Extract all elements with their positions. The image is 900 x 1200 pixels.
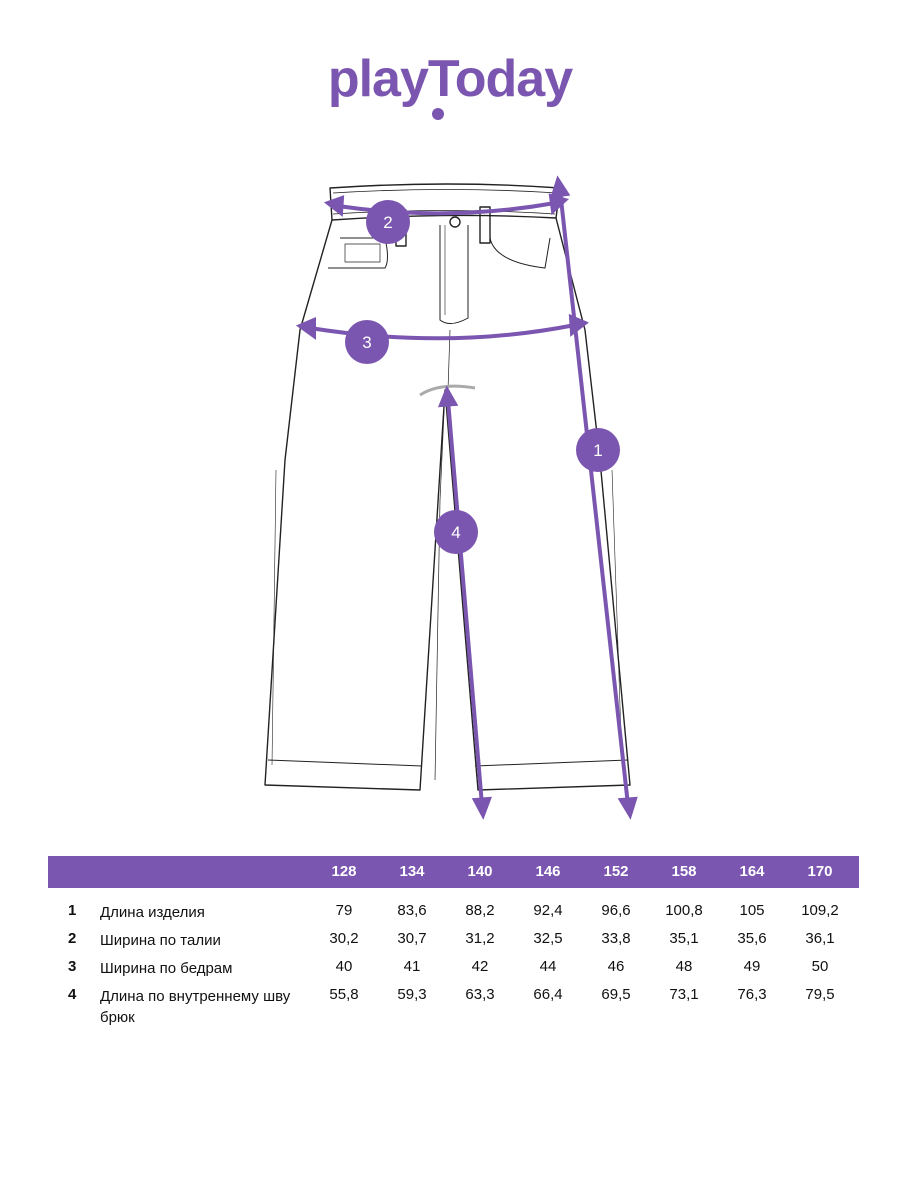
table-cell: 69,5	[601, 986, 631, 1003]
size-header: 170	[807, 863, 833, 880]
measure-line-1	[560, 190, 628, 805]
size-header: 152	[603, 863, 629, 880]
table-cell: 109,2	[801, 902, 839, 919]
row-label: Ширина по бедрам	[100, 960, 233, 977]
measure-badge-1	[576, 428, 620, 472]
table-cell: 30,7	[397, 930, 427, 947]
measure-badge-2	[366, 200, 410, 244]
size-header: 146	[535, 863, 561, 880]
table-cell: 55,8	[329, 986, 359, 1003]
table-cell: 41	[403, 958, 421, 975]
table-cell: 63,3	[465, 986, 495, 1003]
table-row	[48, 896, 859, 924]
size-header: 140	[467, 863, 493, 880]
table-cell: 42	[471, 958, 489, 975]
table-cell: 48	[675, 958, 693, 975]
table-cell: 49	[743, 958, 761, 975]
table-cell: 50	[811, 958, 829, 975]
table-cell: 40	[335, 958, 353, 975]
size-header: 134	[399, 863, 425, 880]
table-cell: 66,4	[533, 986, 563, 1003]
row-number: 1	[68, 902, 77, 919]
row-number: 3	[68, 958, 77, 975]
logo-dot	[432, 108, 444, 120]
table-cell: 35,1	[669, 930, 699, 947]
table-cell: 35,6	[737, 930, 767, 947]
table-cell: 105	[739, 902, 765, 919]
table-cell: 36,1	[805, 930, 835, 947]
pants-measurement-diagram	[0, 170, 900, 830]
table-cell: 44	[539, 958, 557, 975]
table-row	[48, 924, 859, 952]
table-cell: 46	[607, 958, 625, 975]
table-cell: 59,3	[397, 986, 427, 1003]
row-label: Длина изделия	[100, 904, 205, 921]
table-cell: 79	[335, 902, 353, 919]
table-cell: 83,6	[397, 902, 427, 919]
brand-logo	[0, 48, 900, 128]
size-header: 164	[739, 863, 765, 880]
table-row	[48, 980, 859, 1030]
table-cell: 32,5	[533, 930, 563, 947]
measure-line-4	[448, 400, 482, 805]
table-cell: 73,1	[669, 986, 699, 1003]
size-header-row	[48, 856, 859, 888]
table-cell: 88,2	[465, 902, 495, 919]
badge-label-2: 2	[383, 213, 393, 232]
badge-label-4: 4	[451, 523, 461, 542]
table-cell: 31,2	[465, 930, 495, 947]
table-cell: 30,2	[329, 930, 359, 947]
size-header: 158	[671, 863, 697, 880]
badge-label-1: 1	[593, 441, 603, 460]
logo-text: playToday	[327, 50, 573, 108]
row-label: Длина по внутреннему шву брюк	[100, 988, 291, 1026]
row-label: Ширина по талии	[100, 932, 221, 949]
measure-badge-4	[434, 510, 478, 554]
table-cell: 96,6	[601, 902, 631, 919]
row-number: 2	[68, 930, 77, 947]
size-chart-table	[48, 856, 859, 1030]
table-cell: 100,8	[665, 902, 703, 919]
table-cell: 79,5	[805, 986, 835, 1003]
table-cell: 76,3	[737, 986, 767, 1003]
pants-outline	[265, 184, 630, 790]
measure-badge-3	[345, 320, 389, 364]
table-row	[48, 952, 859, 980]
size-header: 128	[331, 863, 357, 880]
table-cell: 92,4	[533, 902, 563, 919]
table-cell: 33,8	[601, 930, 631, 947]
row-number: 4	[68, 986, 77, 1003]
badge-label-3: 3	[362, 333, 372, 352]
